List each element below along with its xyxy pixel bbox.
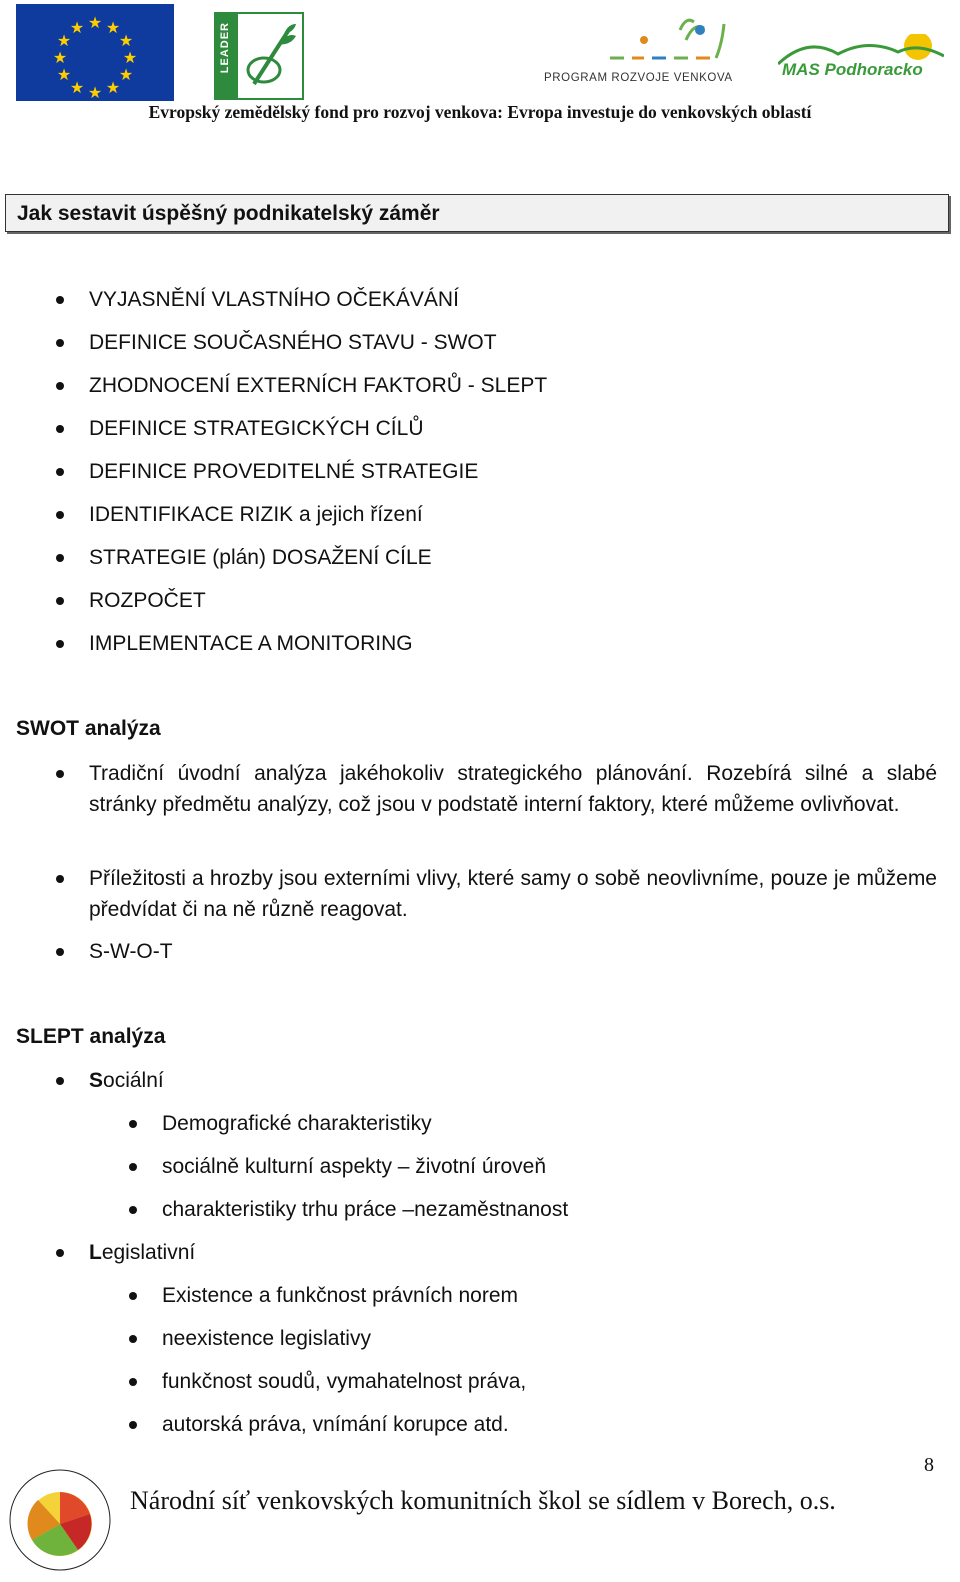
- slept-social-item: [89, 1065, 937, 1096]
- svg-text:★: ★: [105, 18, 121, 37]
- svg-text:★: ★: [118, 65, 134, 84]
- page-title: Jak sestavit úspěšný podnikatelský záměr: [17, 202, 440, 225]
- svg-text:★: ★: [56, 65, 72, 84]
- svg-text:★: ★: [52, 48, 68, 67]
- svg-text:★: ★: [69, 18, 85, 37]
- list-item: IDENTIFIKACE RIZIK a jejich řízení: [89, 499, 937, 530]
- komunitni-skoly-logo: [8, 1468, 112, 1572]
- list-item: VYJASNĚNÍ VLASTNÍHO OČEKÁVÁNÍ: [89, 284, 937, 315]
- eu-flag-logo: [16, 4, 174, 101]
- list-item: ZHODNOCENÍ EXTERNÍCH FAKTORŮ - SLEPT: [89, 370, 937, 401]
- list-item: Příležitosti a hrozby jsou externími vlivy, které samy o sobě neovlivníme, pouze je můžeme předvídat či na ně různě reagovat.: [89, 863, 937, 925]
- svg-text:★: ★: [69, 78, 85, 97]
- list-item: neexistence legislativy: [162, 1323, 932, 1354]
- svg-text:★: ★: [105, 78, 121, 97]
- list-item: STRATEGIE (plán) DOSAŽENÍ CÍLE: [89, 542, 937, 573]
- mas-logo-text: MAS Podhoracko: [782, 60, 923, 79]
- list-item: DEFINICE STRATEGICKÝCH CÍLŮ: [89, 413, 937, 444]
- fund-tagline: Evropský zemědělský fond pro rozvoj venkova: Evropa investuje do venkovských oblastí: [148, 102, 812, 122]
- komunitni-skoly-emblem-icon: [8, 1468, 112, 1572]
- list-item: autorská práva, vnímání korupce atd.: [162, 1409, 932, 1440]
- list-item: Demografické charakteristiky: [162, 1108, 932, 1139]
- list-item: DEFINICE SOUČASNÉHO STAVU - SWOT: [89, 327, 937, 358]
- slept-legislative-item: [89, 1237, 937, 1268]
- slept-social-letter: S: [89, 1069, 104, 1092]
- slept-social-label: ociální: [103, 1069, 164, 1092]
- list-item: charakteristiky trhu práce –nezaměstnanost: [162, 1194, 932, 1225]
- page-title-box: [5, 194, 949, 232]
- prv-logo-text: PROGRAM ROZVOJE VENKOVA: [544, 72, 733, 84]
- svg-text:★: ★: [122, 48, 138, 67]
- footer-text: Národní síť venkovských komunitních škol se sídlem v Borech, o.s.: [130, 1486, 836, 1515]
- list-item: ROZPOČET: [89, 585, 937, 616]
- list-item: sociálně kulturní aspekty – životní úroveň: [162, 1151, 932, 1182]
- list-item: Existence a funkčnost právních norem: [162, 1280, 932, 1311]
- list-item: funkčnost soudů, vymahatelnost práva,: [162, 1366, 932, 1397]
- leader-logo-text: LEADER: [219, 22, 231, 74]
- list-item: S-W-O-T: [89, 936, 937, 967]
- slept-legislative-letter: L: [89, 1241, 102, 1264]
- prv-figures-icon: [540, 10, 740, 70]
- program-rozvoje-venkova-logo: [540, 10, 740, 100]
- mas-podhoracko-logo: [778, 34, 944, 86]
- page-number: 8: [924, 1454, 934, 1476]
- svg-text:★: ★: [118, 31, 134, 50]
- list-item: DEFINICE PROVEDITELNÉ STRATEGIE: [89, 456, 937, 487]
- svg-text:★: ★: [87, 13, 103, 32]
- list-item: Tradiční úvodní analýza jakéhokoliv strategického plánování. Rozebírá silné a slabé stránky předmětu analýzy, což jsou v podstatě interní faktory, které můžeme ovlivňovat.: [89, 758, 937, 820]
- leader-logo: [214, 12, 304, 100]
- slept-legislative-label: egislativní: [101, 1241, 196, 1264]
- list-item: IMPLEMENTACE A MONITORING: [89, 628, 937, 659]
- eu-stars-icon: [53, 13, 137, 101]
- swot-heading: SWOT analýza: [16, 717, 161, 740]
- leader-plant-icon: [240, 18, 302, 96]
- slept-heading: SLEPT analýza: [16, 1025, 166, 1048]
- svg-text:★: ★: [87, 83, 103, 101]
- svg-text:★: ★: [56, 31, 72, 50]
